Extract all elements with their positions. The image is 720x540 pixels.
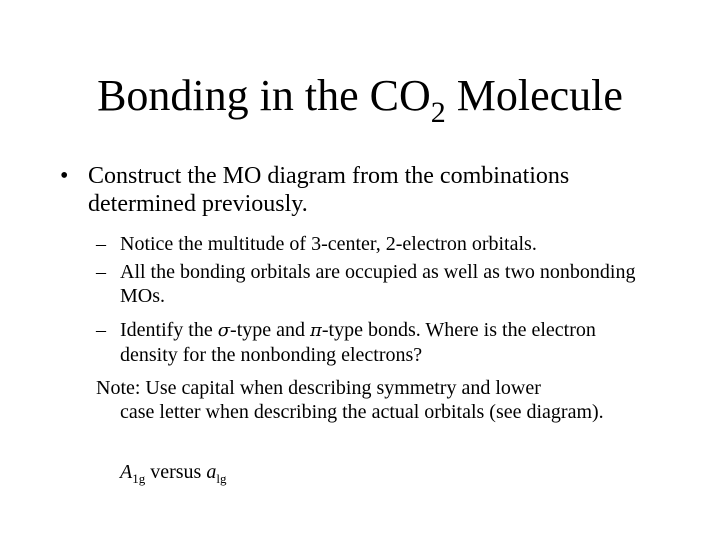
title-subscript: 2 (430, 96, 446, 129)
symmetry-lower-sub: lg (216, 471, 227, 486)
bullet-text: Construct the MO diagram from the combinations determined previously. (88, 163, 570, 217)
sub-bullet-text (120, 318, 656, 367)
note-continuation: case letter when describing the actual orbitals (see diagram). (120, 401, 604, 423)
title-tail: Molecule (445, 71, 623, 120)
sub-bullet-marker: – (96, 319, 106, 341)
note-first-line: Note: Use capital when describing symmetry and lower (96, 377, 541, 399)
slide-title (0, 68, 720, 129)
title-main: Bonding in the CO (97, 71, 431, 120)
main-bullet (60, 162, 680, 218)
sub-bullet-marker: – (96, 233, 106, 255)
bullet-marker: • (60, 163, 69, 189)
sub-bullet-2 (96, 260, 656, 308)
symmetry-versus: versus (145, 461, 207, 483)
sub-bullet-middle: -type and (230, 319, 311, 341)
sub-bullet-text: Notice the multitude of 3-center, 2-electron orbitals. (120, 233, 537, 255)
sub-bullet-suffix: -type bonds. Where is the electron density for the nonbonding electrons? (120, 319, 596, 366)
pi-symbol: π (310, 320, 322, 341)
sigma-symbol: σ (217, 320, 231, 341)
note-block (96, 376, 656, 424)
sub-bullet-marker: – (96, 261, 106, 283)
sub-bullet-3 (96, 318, 656, 367)
sub-bullet-1 (96, 232, 656, 256)
symmetry-example (120, 460, 226, 491)
symmetry-upper-sub: 1g (132, 471, 146, 486)
symmetry-lower-label: a (206, 461, 217, 483)
sub-bullet-prefix: Identify the (120, 319, 218, 341)
sub-bullet-text: All the bonding orbitals are occupied as well as two nonbonding MOs. (120, 261, 636, 307)
symmetry-upper-label: A (120, 461, 133, 483)
